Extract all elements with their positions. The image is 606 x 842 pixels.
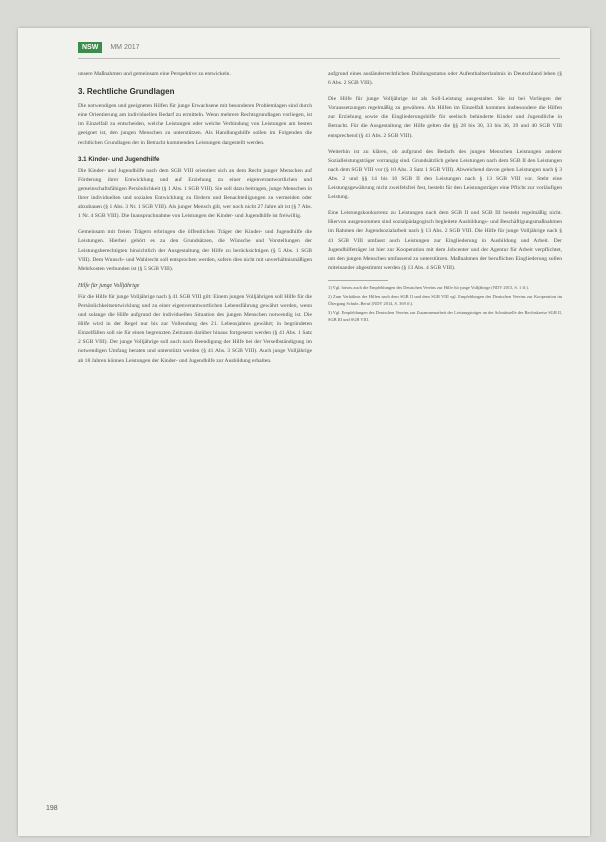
subsection-subhead: Hilfe für junge Volljährige xyxy=(78,282,140,289)
footnote-item: 2) Zum Verhältnis der Hilfen nach dem SGB II und dem SGB VIII vgl. Empfehlungen des Deutschen Vereins zur Kooperation im Übergang Schule–Beruf (NDV 2014, S. 369 ff.). xyxy=(328,294,562,306)
right-column xyxy=(328,70,562,326)
subsection-paragraph-1: Die Kinder- und Jugendhilfe nach dem SGB VIII orientiert sich an dem Recht junger Menschen auf Förderung ihrer Entwicklung und auf Erziehung zu einer eigenverantwortlichen und gemeinschaftsfähigen Persönlichkeit (§ 1 Abs. 1 SGB VIII). Sie soll dazu beitragen, junge Menschen in ihrer individuellen und sozialen Entwicklung zu fördern und Benachteiligungen zu vermeiden oder abzubauen (§ 1 Abs. 3 Nr. 1 SGB VIII). Als junger Mensch gilt, wer noch nicht 27 Jahre alt ist (§ 7 Abs. 1 Nr. 4 SGB VIII). Die Inanspruchnahme von Leistungen der Kinder- und Jugendhilfe ist freiwillig. xyxy=(78,167,312,220)
page-number: 198 xyxy=(46,805,58,812)
right-paragraph-3: Weiterhin ist zu klären, ob aufgrund des Bedarfs des jungen Menschen Leistungen anderer Sozialleistungsträger vorrangig sind. Grundsätzlich gehen Leistungen nach dem SGB II den Leistungen nach dem SGB VIII vor (§ 10 Abs. 3 Satz 1 SGB VIII). Abweichend davon gehen Leistungen nach § 3 Abs. 2 und §§ 14 bis 16 SGB II den Leistungen nach § 13 SGB VIII vor. Steht eine Leistungsgewährung nicht zweifelsfrei fest, besteht für den Leistungsträger eine Pflicht zur vorläufigen Leistung. xyxy=(328,148,562,201)
right-paragraph-1: aufgrund eines ausländerrechtlichen Duldungsstatus oder Aufenthaltserlaubnis in Deutschland leben (§ 6 Abs. 2 SGB VIII). xyxy=(328,71,562,87)
page-header xyxy=(78,42,140,53)
section-paragraph: Die notwendigen und geeigneten Hilfen für junge Erwachsene mit besonderen Problemlagen sind durch eine Orientierung am individuellen Bedarf zu ermitteln. Wenn mehrere Rechtsgrundlagen vorliegen, ist im Einzelfall zu entscheiden, welche Leistungen oder welche Verbindung von Leistungen am besten geeignet ist, den jungen Menschen zu unterstützen. Als Handlungshilfe sollen im Folgenden die rechtlichen Grundlagen der in Betracht kommenden Leistungen dargestellt werden. xyxy=(78,103,312,146)
subsection-paragraph-2: Gemeinsam mit freien Trägern erbringen die öffentlichen Träger der Kinder- und Jugendhilfe die Leistungen. Hierbei gehört es zu den Grundsätzen, die Wünsche und Vorstellungen der Leistungsberechtigten hinsichtlich der Ausgestaltung der Hilfe zu berücksichtigen (§ 5 Abs. 1 SGB VIII). Dem Wunsch- und Wahlrecht soll entsprochen werden, sofern dies nicht mit unverhältnismäßigen Mehrkosten verbunden ist (§ 5 SGB VIII). xyxy=(78,229,312,272)
footnote-divider xyxy=(328,280,388,281)
issue-label: MM 2017 xyxy=(110,44,140,51)
footnotes xyxy=(328,285,562,324)
subsection-paragraph-3: Für die Hilfe für junge Volljährige nach § 41 SGB VIII gilt: Einem jungen Volljährigen soll Hilfe für die Persönlichkeitsentwicklung und zu einer eigenverantwortlichen Lebensführung gewährt werden, wenn und solange die Hilfe aufgrund der individuellen Situation des jungen Menschen notwendig ist. Die Hilfe wird in der Regel nur bis zur Vollendung des 21. Lebensjahres gewährt; in begründeten Einzelfällen soll sie für einen begrenzten Zeitraum darüber hinaus fortgesetzt werden (§ 41 Abs. 1 Satz 2 SGB VIII). Der junge Volljährige soll auch nach Beendigung der Hilfe bei der Verselbständigung im notwendigen Umfang beraten und unterstützt werden (§ 41 Abs. 3 SGB VIII). Auch junge Volljährige ab 18 Jahren können Leistungen der Kinder- und Jugendhilfe zur Ausbildung erhalten. xyxy=(78,293,312,364)
document-page xyxy=(18,28,590,836)
footnote-item: 3) Vgl. Empfehlungen des Deutschen Vereins zur Zusammenarbeit der Leistungsträger an der Schnittstelle der Rechtskreise SGB II, SGB III und SGB VIII. xyxy=(328,310,562,322)
left-column xyxy=(78,70,312,373)
right-paragraph-2: Die Hilfe für junge Volljährige ist als Soll-Leistung ausgestaltet. Sie ist bei Vorliegen der Voraussetzungen regelmäßig zu gewähren. Als Hilfen im Einzelfall kommen insbesondere die Hilfen zur Erziehung sowie die Eingliederungshilfe für seelisch behinderte Kinder und Jugendliche in Betracht. Für die Ausgestaltung der Hilfe gelten die §§ 28 bis 30, 33 bis 36, 39 und 40 SGB VIII entsprechend (§ 41 Abs. 2 SGB VIII). xyxy=(328,96,562,139)
intro-paragraph: unsere Maßnahmen und gemeinsam eine Perspektive zu entwickeln. xyxy=(78,71,231,77)
header-divider xyxy=(78,58,560,59)
subsection-heading: 3.1 Kinder- und Jugendhilfe xyxy=(78,155,160,163)
footnote-item: 1) Vgl. hierzu auch die Empfehlungen des Deutschen Vereins zur Hilfe für junge Volljährige (NDV 2015, S. 1 ff.). xyxy=(328,284,529,290)
journal-badge: NSW xyxy=(78,42,102,53)
right-paragraph-4: Eine Leistungskonkurrenz zu Leistungen nach dem SGB II und SGB III besteht regelmäßig nicht. Hiervon ausgenommen sind sozialpädagogisch begleitete Ausbildungs- und Beschäftigungsmaßnahmen im Rahmen der Jugendsozialarbeit nach § 13 Abs. 2 SGB VIII. Die Hilfe für junge Volljährige nach § 41 SGB VIII umfasst auch Leistungen zur Eingliederung in Ausbildung und Arbeit. Der Jugendhilfeträger ist hier zur Kooperation mit dem Jobcenter und der Agentur für Arbeit verpflichtet, um den jungen Menschen umfassend zu unterstützen. Maßnahmen der beruflichen Eingliederung sollen miteinander abgestimmt werden (§ 13 Abs. 4 SGB VIII). xyxy=(328,210,562,271)
section-heading: 3. Rechtliche Grundlagen xyxy=(78,87,175,97)
